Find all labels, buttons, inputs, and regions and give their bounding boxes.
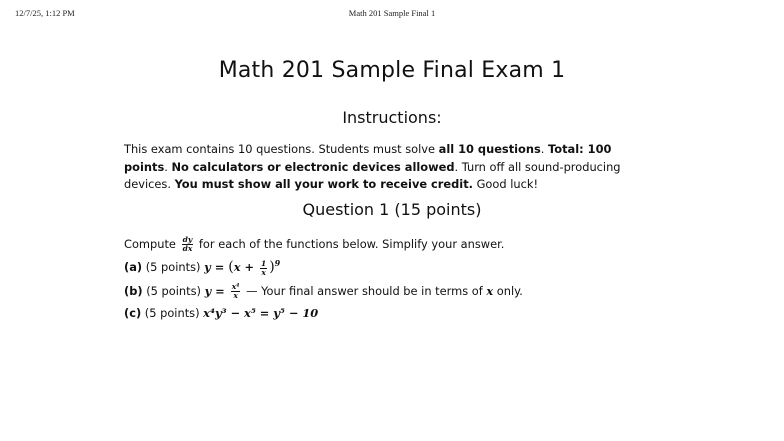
print-doc-title: Math 201 Sample Final 1 bbox=[348, 8, 436, 18]
intro-after: for each of the functions below. Simplify your answer. bbox=[195, 237, 505, 251]
part-a-points: (5 points) bbox=[145, 260, 201, 274]
instructions-text-4: . Turn off all sound-producing devices. bbox=[124, 159, 621, 191]
part-b-label: (b) bbox=[124, 284, 143, 298]
question-1-intro bbox=[124, 236, 504, 253]
part-b-lhs: y = bbox=[204, 284, 229, 298]
dy-dx-fraction bbox=[182, 236, 194, 253]
part-b-fraction bbox=[231, 283, 241, 300]
instructions-bold-3: No calculators or electronic devices allowed bbox=[171, 159, 455, 174]
instructions-text-5: Good luck! bbox=[472, 177, 539, 191]
part-b-frac-den: x bbox=[233, 291, 238, 300]
question-1-part-a bbox=[124, 259, 280, 277]
part-a-label: (a) bbox=[124, 260, 143, 274]
part-a-lhs: y = bbox=[204, 260, 229, 274]
part-b-frac-num: x⁴ bbox=[231, 282, 240, 291]
instructions-bold-2: Total: 100 points bbox=[124, 142, 612, 174]
part-b-note-end: only. bbox=[493, 284, 523, 298]
part-b-note-var: x bbox=[486, 284, 494, 298]
exam-title: Math 201 Sample Final Exam 1 bbox=[218, 58, 566, 83]
instructions-heading: Instructions: bbox=[342, 108, 442, 127]
part-a-open-paren: ( bbox=[228, 259, 234, 275]
question-1-part-c bbox=[124, 306, 318, 320]
question-1-part-b bbox=[124, 283, 523, 300]
part-c-points: (5 points) bbox=[144, 306, 200, 320]
part-c-label: (c) bbox=[124, 306, 142, 320]
instructions-text bbox=[124, 141, 644, 194]
instructions-bold-1: all 10 questions bbox=[438, 142, 541, 156]
part-a-frac-num: 1 bbox=[260, 258, 267, 268]
dy-dx-numerator: dy bbox=[182, 235, 193, 244]
instructions-text-3: . bbox=[164, 159, 172, 174]
part-a-expression bbox=[204, 258, 281, 277]
question-1-heading: Question 1 (15 points) bbox=[302, 200, 482, 219]
dy-dx-denominator: dx bbox=[182, 244, 193, 253]
part-b-note: — Your final answer should be in terms of bbox=[242, 284, 487, 298]
part-c-expression: x⁴y³ − x⁵ = y⁵ − 10 bbox=[203, 306, 319, 320]
intro-before: Compute bbox=[124, 237, 180, 251]
part-a-inner: x + bbox=[233, 260, 258, 274]
instructions-text-2: . bbox=[540, 142, 549, 156]
instructions-text-1: This exam contains 10 questions. Students must solve bbox=[124, 142, 439, 156]
part-a-fraction bbox=[260, 260, 267, 277]
part-a-frac-den: x bbox=[261, 267, 266, 277]
print-header bbox=[0, 8, 784, 22]
instructions-bold-4: You must show all your work to receive credit. bbox=[174, 177, 473, 191]
part-a-close-paren: ) bbox=[269, 259, 275, 275]
print-datetime: 12/7/25, 1:12 PM bbox=[15, 8, 75, 18]
part-a-exponent: 9 bbox=[274, 258, 281, 268]
part-b-points: (5 points) bbox=[146, 284, 201, 298]
